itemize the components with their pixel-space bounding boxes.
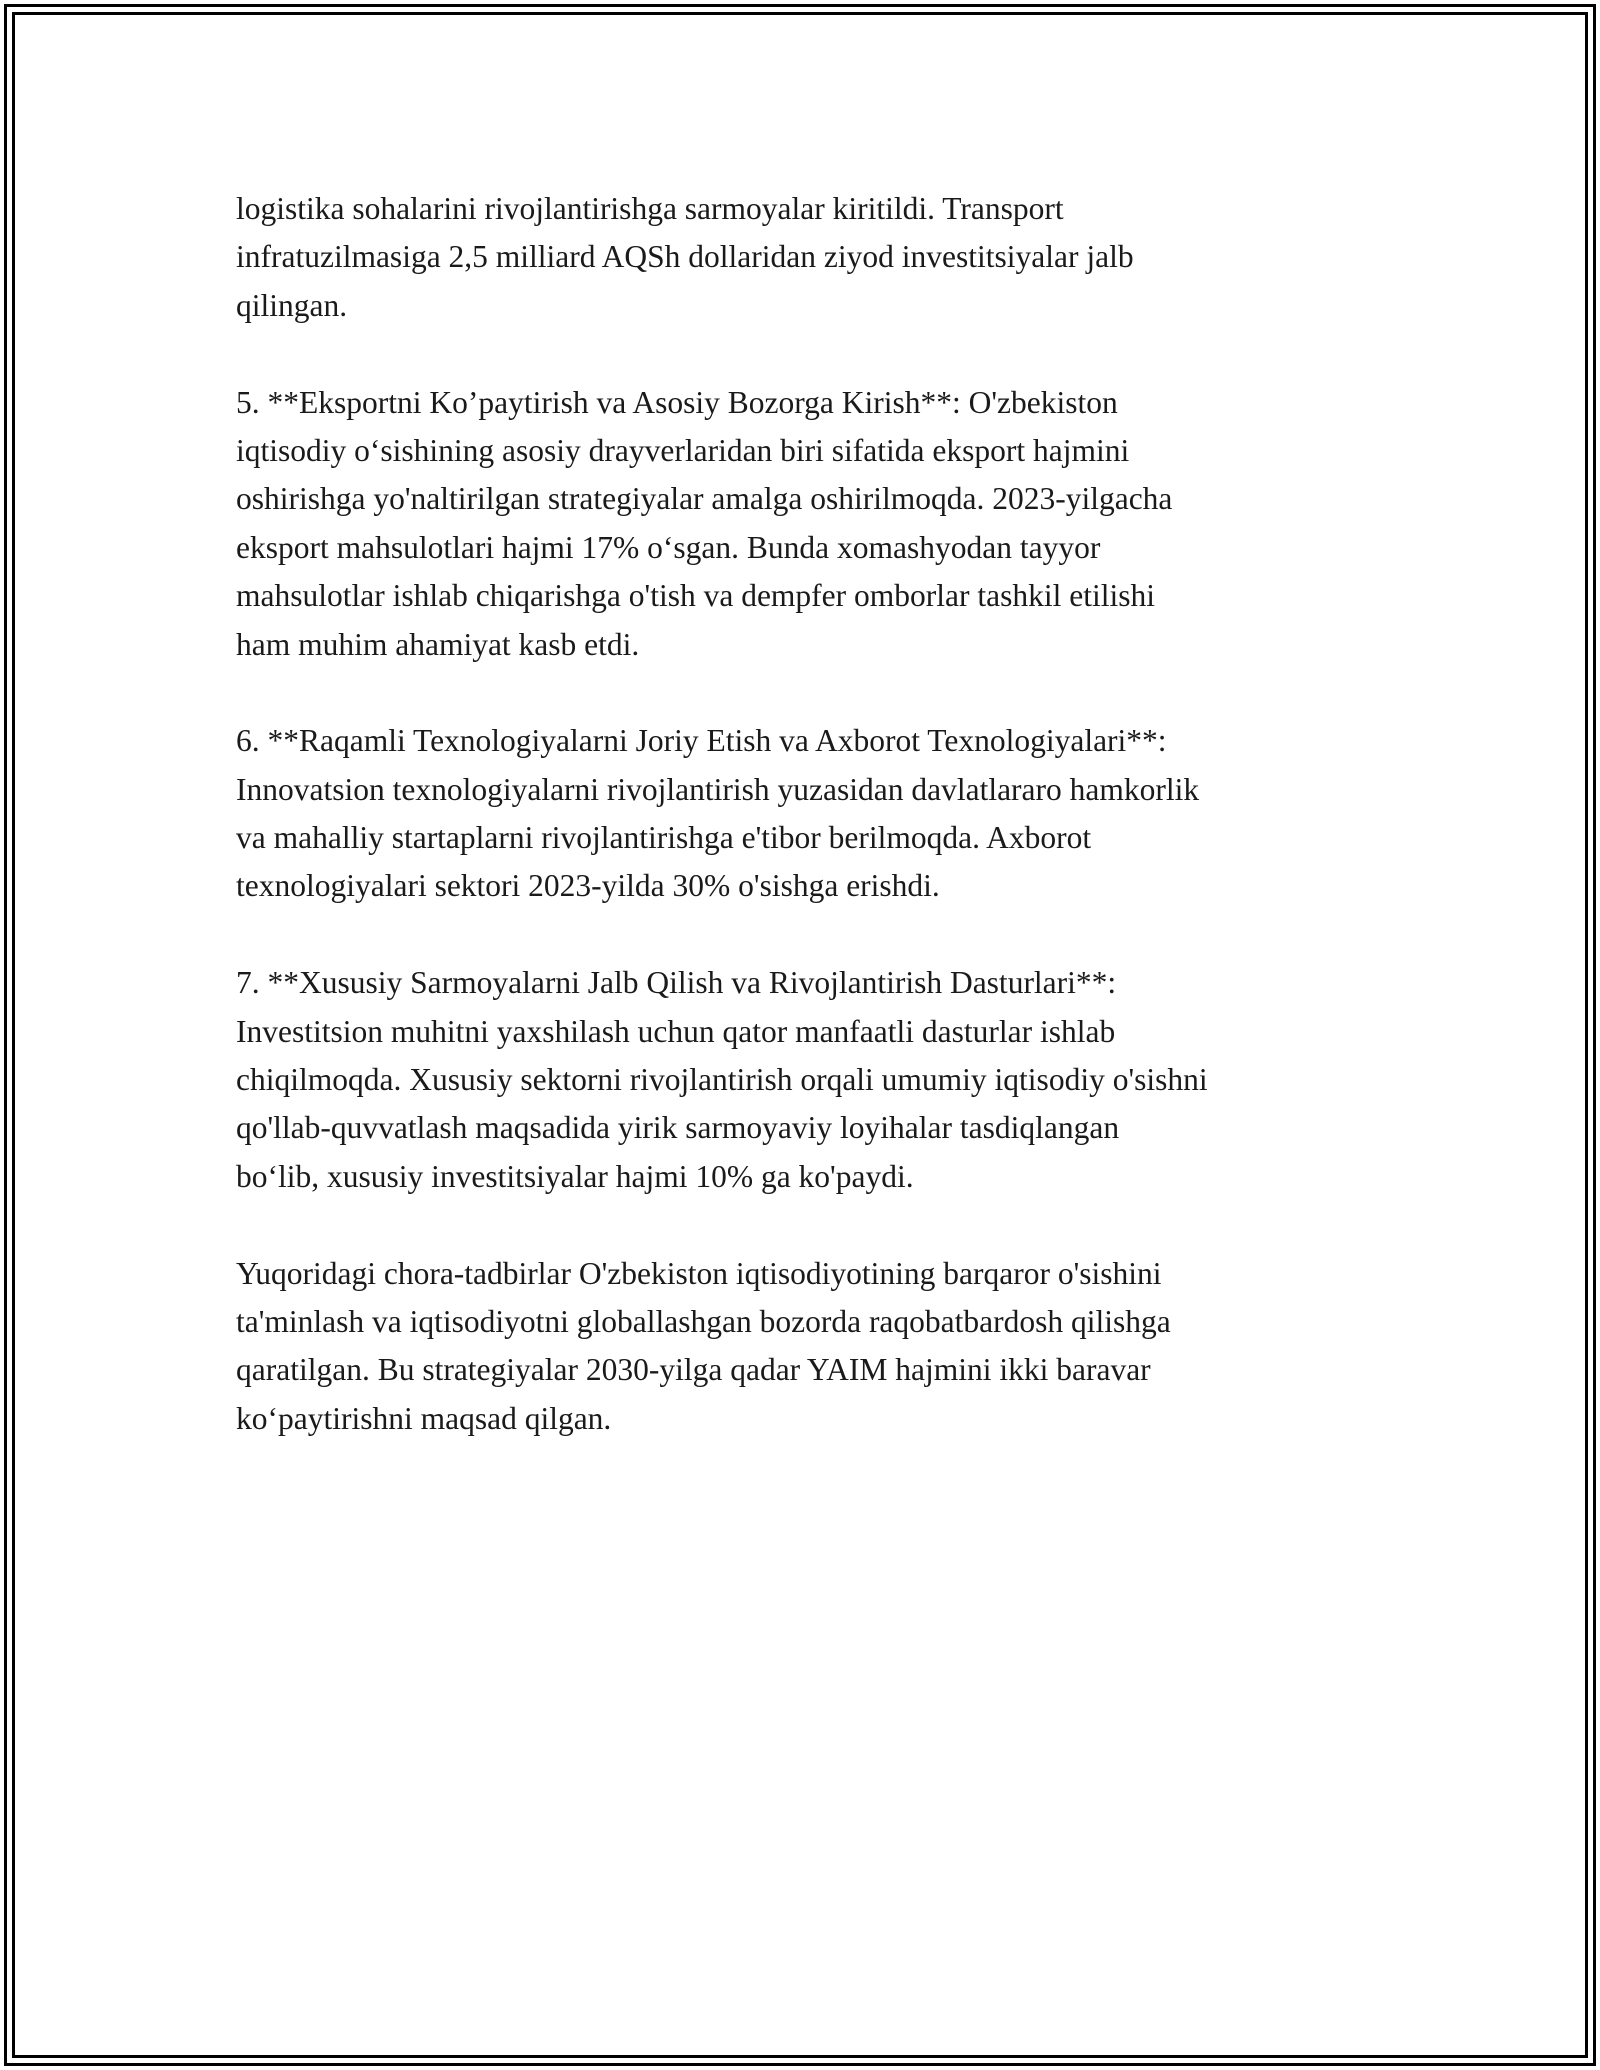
text-line: va mahalliy startaplarni rivojlantirishga e'tibor berilmoqda. Axborot <box>236 820 1092 856</box>
text-line: Investitsion muhitni yaxshilash uchun qator manfaatli dasturlar ishlab <box>236 1013 1116 1049</box>
text-line: eksport mahsulotlari hajmi 17% o‘sgan. Bunda xomashyodan tayyor <box>236 529 1101 565</box>
text-line: qilingan. <box>236 287 348 323</box>
text-line: texnologiyalari sektori 2023-yilda 30% o'sishga erishdi. <box>236 868 940 904</box>
paragraph-item-5-export <box>236 379 1376 669</box>
text-line: ham muhim ahamiyat kasb etdi. <box>236 626 640 662</box>
text-line: logistika sohalarini rivojlantirishga sarmoyalar kiritildi. Transport <box>236 191 1064 226</box>
text-line: infratuzilmasiga 2,5 milliard AQSh dollaridan ziyod investitsiyalar jalb <box>236 239 1134 275</box>
text-line: chiqilmoqda. Xususiy sektorni rivojlantirish orqali umumiy iqtisodiy o'sishni <box>236 1062 1208 1098</box>
text-line: mahsulotlar ishlab chiqarishga o'tish va dempfer omborlar tashkil etilishi <box>236 578 1155 614</box>
text-line: 6. **Raqamli Texnologiyalarni Joriy Etish va Axborot Texnologiyalari**: <box>236 723 1167 759</box>
text-line: ko‘paytirishni maqsad qilgan. <box>236 1400 612 1436</box>
text-line: Innovatsion texnologiyalarni rivojlantirish yuzasidan davlatlararo hamkorlik <box>236 771 1200 807</box>
text-line: oshirishga yo'naltirilgan strategiyalar amalga oshirilmoqda. 2023-yilgacha <box>236 481 1173 517</box>
text-line: qaratilgan. Bu strategiyalar 2030-yilga qadar YAIM hajmini ikki baravar <box>236 1352 1151 1388</box>
text-line: ta'minlash va iqtisodiyotni globallashgan bozorda raqobatbardosh qilishga <box>236 1303 1171 1339</box>
text-line: 5. **Eksportni Ko’paytirish va Asosiy Bozorga Kirish**: O'zbekiston <box>236 384 1118 420</box>
paragraph-item-6-digital <box>236 717 1376 911</box>
text-line: bo‘lib, xususiy investitsiyalar hajmi 10% ga ko'paydi. <box>236 1158 914 1194</box>
paragraph-logistics <box>236 185 1376 330</box>
paragraph-item-7-private-investment <box>236 959 1376 1201</box>
text-line: 7. **Xususiy Sarmoyalarni Jalb Qilish va Rivojlantirish Dasturlari**: <box>236 965 1117 1001</box>
text-line: Yuqoridagi chora-tadbirlar O'zbekiston iqtisodiyotining barqaror o'sishini <box>236 1255 1162 1291</box>
text-line: iqtisodiy o‘sishining asosiy drayverlaridan biri sifatida eksport hajmini <box>236 432 1130 468</box>
paragraph-conclusion <box>236 1250 1376 1444</box>
document-body <box>236 185 1376 1443</box>
text-line: qo'llab-quvvatlash maqsadida yirik sarmoyaviy loyihalar tasdiqlangan <box>236 1110 1120 1146</box>
